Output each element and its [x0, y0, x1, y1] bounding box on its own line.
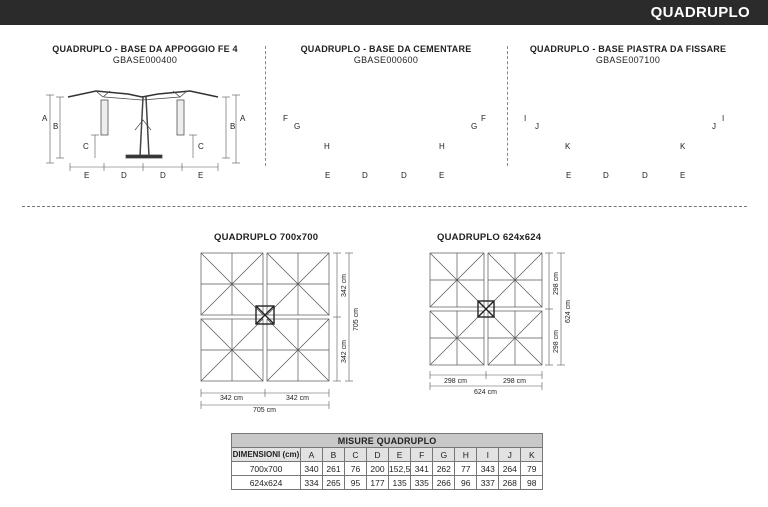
measures-table	[231, 433, 543, 490]
dim-letter: A	[240, 114, 246, 123]
table-cell: 340	[301, 462, 323, 476]
table-column-header: J	[499, 448, 521, 462]
dim-letter: D	[121, 171, 127, 180]
table-cell: 77	[455, 462, 477, 476]
plan-624	[420, 245, 580, 395]
table-cell: 262	[433, 462, 455, 476]
table-column-header: I	[477, 448, 499, 462]
table-column-header: K	[521, 448, 543, 462]
plan-700	[190, 245, 370, 415]
table-column-header: D	[367, 448, 389, 462]
dim-letter: J	[712, 122, 716, 131]
plan-title: QUADRUPLO 624x624	[437, 232, 542, 243]
variant-code: GBASE000400	[112, 55, 178, 65]
dim-label: 298 cm	[553, 272, 560, 295]
dim-label: 624 cm	[474, 389, 497, 395]
dim-letter: G	[471, 122, 478, 131]
table-cell: 343	[477, 462, 499, 476]
dim-letter: B	[53, 122, 59, 131]
plan-dimension-lines	[201, 253, 353, 409]
table-cell: 341	[411, 462, 433, 476]
dim-label: 298 cm	[444, 378, 467, 385]
row-label: 624x624	[232, 476, 301, 490]
dim-letter: D	[401, 171, 407, 180]
table-cell: 98	[521, 476, 543, 490]
dim-letter: F	[283, 114, 288, 123]
table-column-header: F	[411, 448, 433, 462]
table-cell: 266	[433, 476, 455, 490]
dim-letter: A	[42, 114, 48, 123]
dim-letter: F	[481, 114, 486, 123]
canopy-panel	[201, 253, 263, 315]
dim-letter: E	[680, 171, 686, 180]
table-cell: 152,5	[389, 463, 411, 474]
table-row-header: DIMENSIONI (cm)	[232, 448, 301, 462]
variant-title: QUADRUPLO - BASE DA APPOGGIO FE 4	[52, 44, 238, 54]
dim-label: 342 cm	[341, 340, 348, 363]
base-frame	[478, 301, 494, 317]
dim-letter: D	[603, 171, 609, 180]
dim-letter: C	[198, 142, 204, 151]
table-cell: 135	[389, 476, 411, 490]
table-cell: 337	[477, 476, 499, 490]
dim-letter: G	[294, 122, 301, 131]
table-column-header: C	[345, 448, 367, 462]
dim-letter: I	[524, 114, 527, 123]
section-divider	[22, 206, 747, 207]
table-title: MISURE QUADRUPLO	[232, 434, 543, 448]
dim-letter: B	[230, 122, 236, 131]
row-label: 700x700	[232, 462, 301, 476]
dim-letter: E	[198, 171, 204, 180]
dim-letter: J	[535, 122, 539, 131]
dim-letter: I	[722, 114, 725, 123]
table-cell: 261	[323, 462, 345, 476]
canopy-panel	[267, 319, 329, 381]
table-row	[232, 462, 543, 476]
table-row	[232, 476, 543, 490]
table-cell: 79	[521, 462, 543, 476]
dim-label: 624 cm	[565, 300, 572, 323]
dim-letter: C	[83, 142, 89, 151]
table-cell: 95	[345, 476, 367, 490]
dim-letter: D	[642, 171, 648, 180]
table-column-header: E	[389, 448, 411, 462]
canopy-panel	[430, 253, 484, 307]
table-cell: 335	[411, 476, 433, 490]
dim-letter: H	[439, 142, 445, 151]
dim-label: 298 cm	[503, 378, 526, 385]
table-cell: 177	[367, 476, 389, 490]
canopy-panel	[488, 311, 542, 365]
dim-label: 342 cm	[220, 395, 243, 402]
table-cell: 268	[499, 476, 521, 490]
dim-letter: D	[362, 171, 368, 180]
dim-label: 342 cm	[341, 274, 348, 297]
table-column-header: B	[323, 448, 345, 462]
table-column-header: A	[301, 448, 323, 462]
dim-letter: H	[324, 142, 330, 151]
dim-label: 298 cm	[553, 330, 560, 353]
dim-letter: E	[439, 171, 445, 180]
page-title: QUADRUPLO	[650, 4, 750, 21]
canopy-panel	[488, 253, 542, 307]
variant-code: GBASE007100	[595, 55, 661, 65]
dim-letter: E	[84, 171, 90, 180]
dim-letter: K	[565, 142, 571, 151]
plan-title: QUADRUPLO 700x700	[214, 232, 319, 243]
table-cell: 76	[345, 462, 367, 476]
canopy-panel	[201, 319, 263, 381]
table-cell: 334	[301, 476, 323, 490]
dimension-letters	[0, 0, 768, 210]
variant-code: GBASE000600	[353, 55, 419, 65]
table-cell: 265	[323, 476, 345, 490]
canopy-panel	[430, 311, 484, 365]
dim-letter: D	[160, 171, 166, 180]
variant-title: QUADRUPLO - BASE PIASTRA DA FISSARE	[529, 44, 727, 54]
dim-label: 705 cm	[353, 308, 360, 331]
dim-letter: E	[325, 171, 331, 180]
table-cell: 200	[367, 462, 389, 476]
dim-label: 705 cm	[253, 407, 276, 414]
table-column-header: H	[455, 448, 477, 462]
canopy-panel	[267, 253, 329, 315]
dim-letter: K	[680, 142, 686, 151]
table-cell: 264	[499, 462, 521, 476]
dim-letter: E	[566, 171, 572, 180]
table-column-header: G	[433, 448, 455, 462]
dim-label: 342 cm	[286, 395, 309, 402]
variant-title: QUADRUPLO - BASE DA CEMENTARE	[300, 44, 472, 54]
table-cell: 96	[455, 476, 477, 490]
